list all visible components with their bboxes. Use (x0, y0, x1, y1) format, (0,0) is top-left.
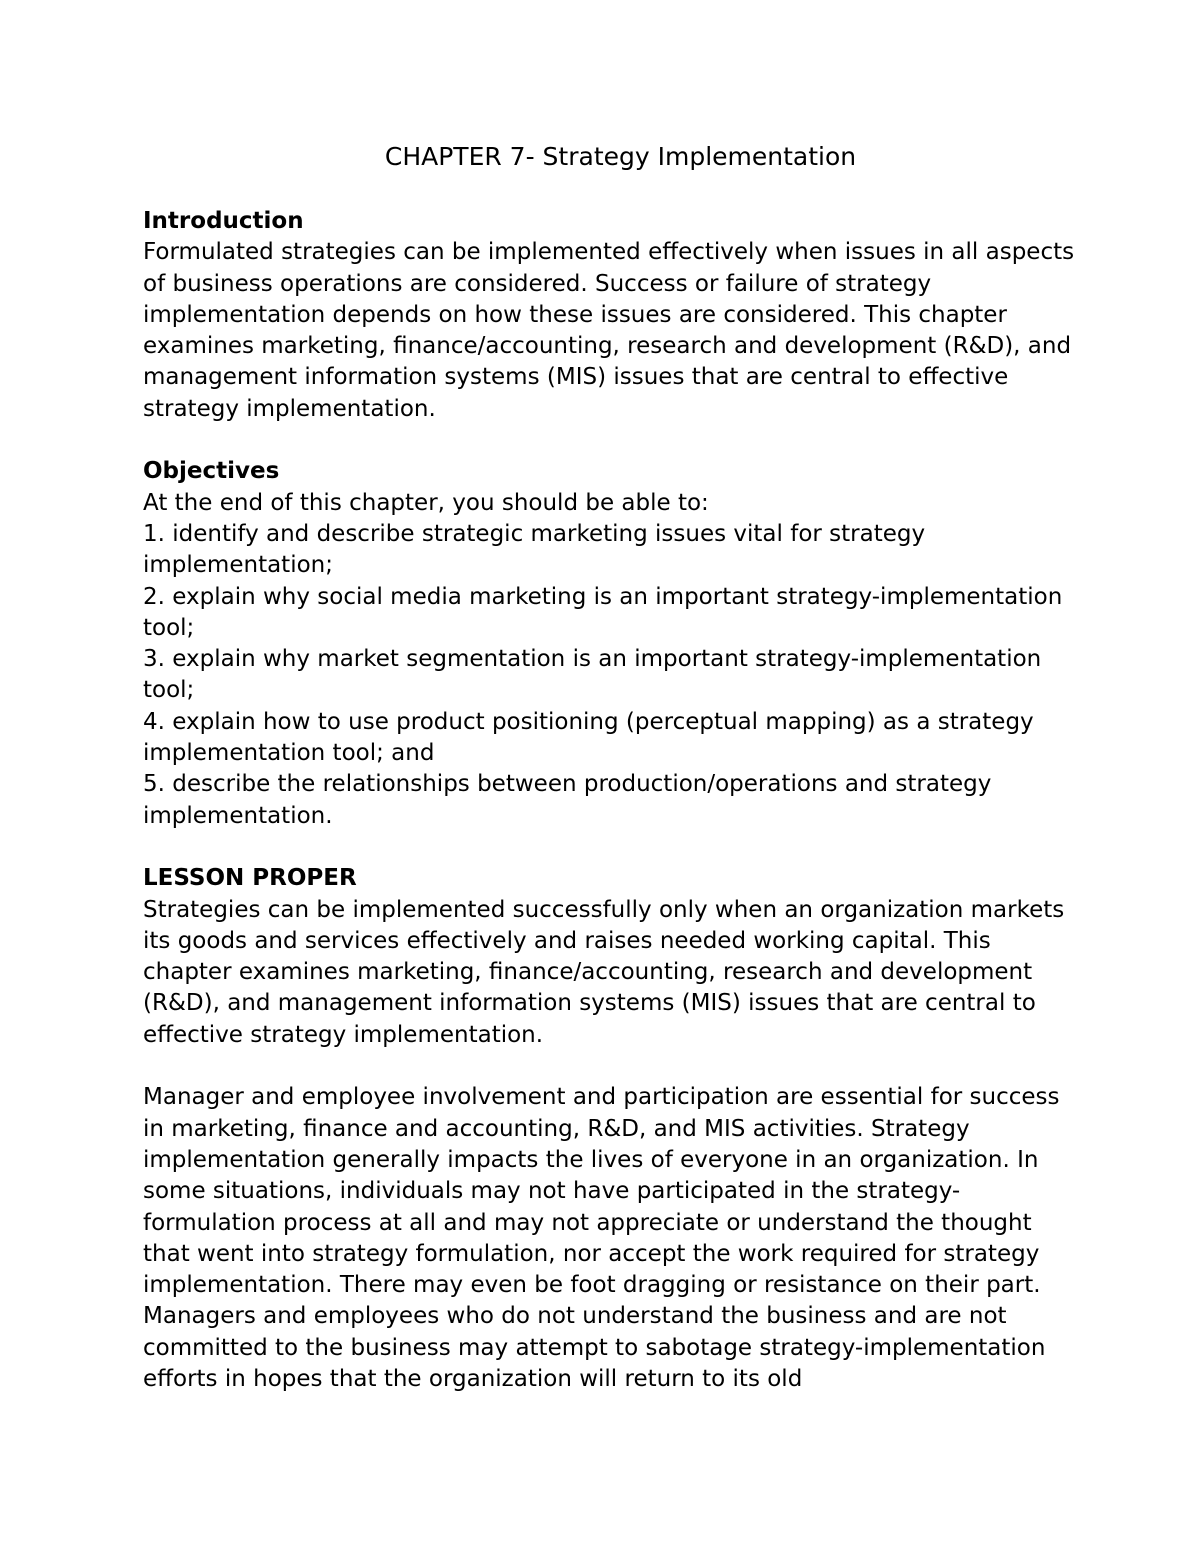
introduction-heading: Introduction (143, 208, 304, 234)
introduction-body: Formulated strategies can be implemented effectively when issues in all aspects of business operations are considered. Success or failure of strategy implementation depends on how these issues are considered. This chapter examines marketing, finance/accounting, research and development (R&D), and management information systems (MIS) issues that are central to effective strategy implementation. (143, 239, 1075, 422)
lesson-proper-section (143, 863, 1078, 1051)
lesson-proper-heading: LESSON PROPER (143, 865, 357, 892)
lesson-continuation (143, 1082, 1078, 1395)
document-content (143, 139, 1078, 1395)
objectives-lead: At the end of this chapter, you should be able to: (143, 489, 709, 516)
objectives-section (143, 456, 1078, 832)
introduction-section (143, 206, 1078, 425)
lesson-paragraph-2: Manager and employee involvement and participation are essential for success in marketing, finance and accounting, R&D, and MIS activities. Strategy implementation generally impacts the lives of everyone in an organization. In some situations, individuals may not have participated in the strategy-formulation process at all and may not appreciate or understand the thought that went into strategy formulation, nor accept the work required for strategy implementation. There may even be foot dragging or resistance on their part. Managers and employees who do not understand the business and are not committed to the business may attempt to sabotage strategy-implementation efforts in hopes that the organization will return to its old (143, 1084, 1060, 1392)
objective-item-1: 1. identify and describe strategic marketing issues vital for strategy implementation; (143, 520, 926, 579)
objective-item-3: 3. explain why market segmentation is an important strategy-implementation tool; (143, 646, 1042, 704)
objectives-heading: Objectives (143, 458, 280, 485)
objective-item-4: 4. explain how to use product positioning (perceptual mapping) as a strategy implementation tool; and (143, 708, 1034, 767)
chapter-title: CHAPTER 7- Strategy Implementation (384, 142, 857, 171)
objective-item-5: 5. describe the relationships between production/operations and strategy implementation. (143, 771, 992, 829)
objective-item-2: 2. explain why social media marketing is an important strategy-implementation tool; (143, 583, 1063, 641)
lesson-paragraph-1: Strategies can be implemented successfully only when an organization markets its goods and services effectively and raises needed working capital. This chapter examines marketing, finance/accounting, research and development (R&D), and management information systems (MIS) issues that are central to effective strategy implementation. (143, 896, 1065, 1048)
